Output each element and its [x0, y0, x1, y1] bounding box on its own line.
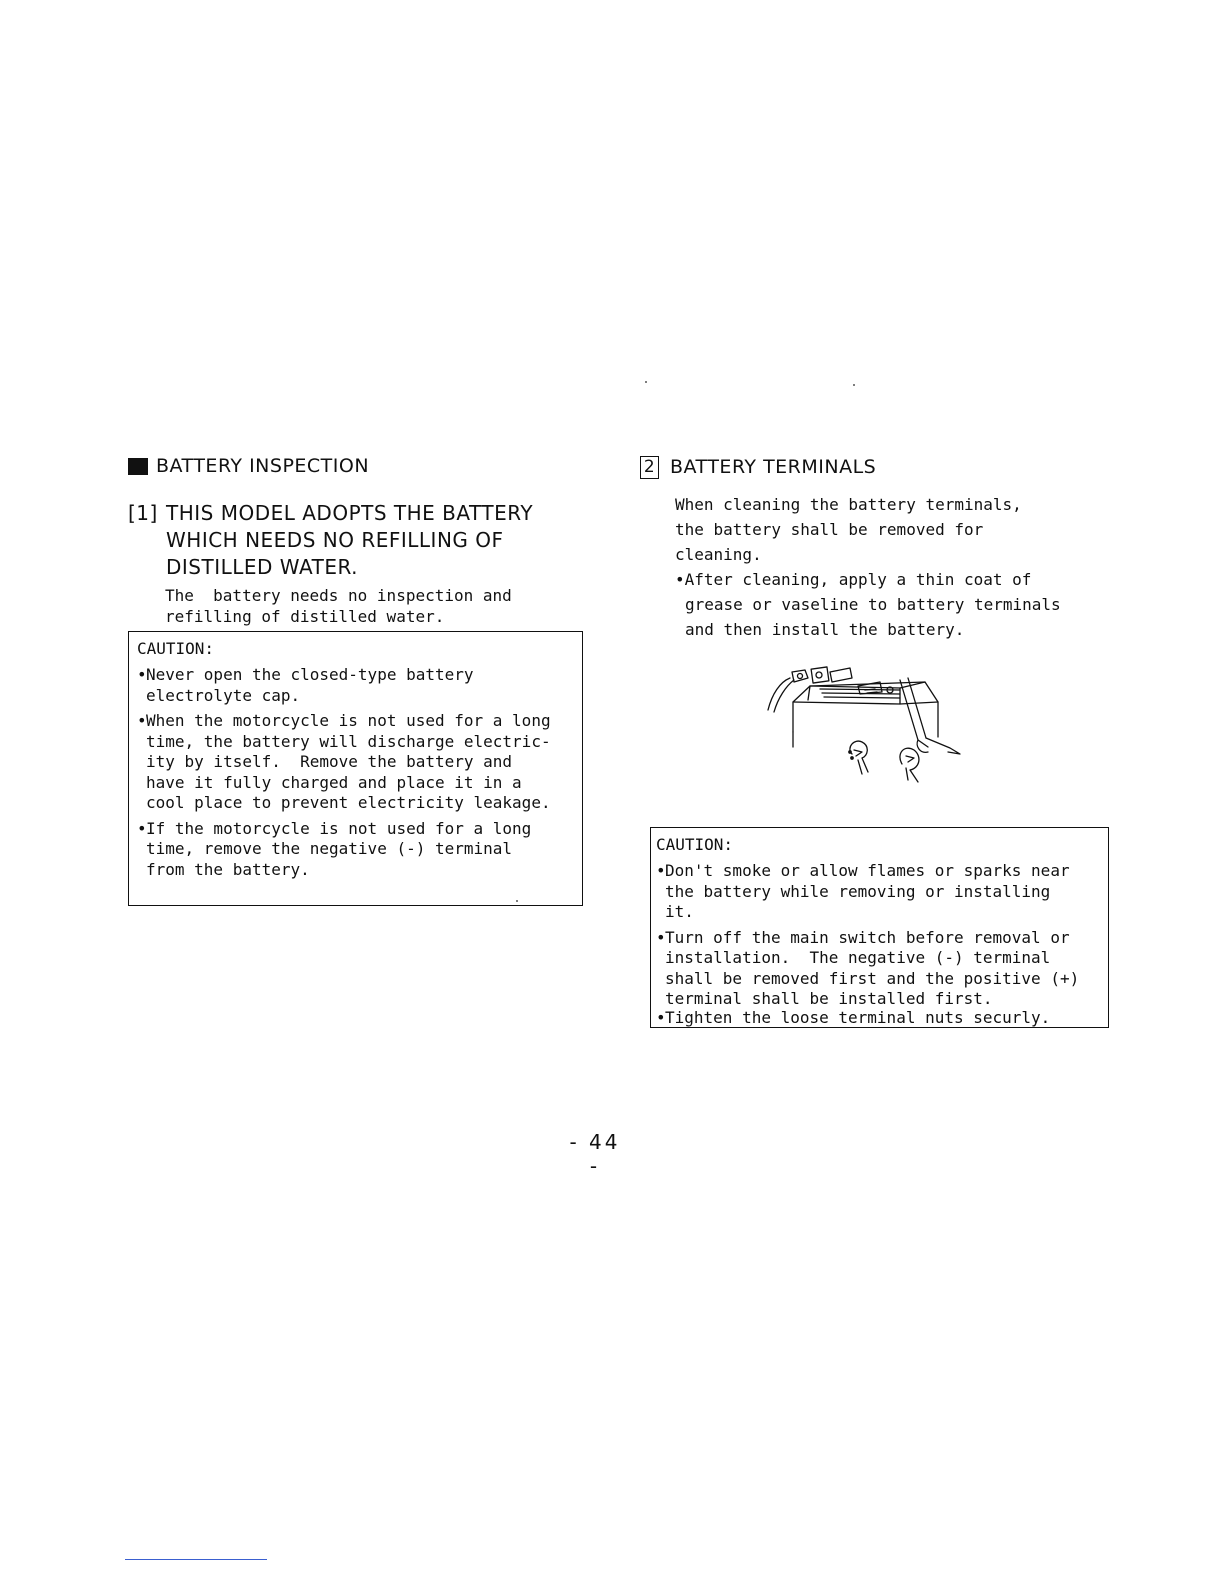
caution-line: it. [665, 902, 694, 921]
description-line: refilling of distilled water. [165, 607, 445, 626]
instruction-line: and then install the battery. [685, 620, 965, 639]
scan-speck [645, 381, 647, 383]
caution-line: shall be removed first and the positive (+) [665, 968, 1080, 988]
terminals-instructions [675, 492, 1120, 642]
caution-line: Never open the closed-type battery [146, 665, 474, 684]
caution-item [656, 928, 1102, 1010]
caution-line: installation. The negative (-) terminal [665, 948, 1051, 967]
caution-title: CAUTION: [656, 835, 734, 854]
caution-line: ity by itself. Remove the battery and [146, 752, 513, 771]
caution-line: Turn off the main switch before removal or [665, 927, 1070, 947]
bullet-icon: • [137, 665, 147, 684]
page-number: - 44 - [569, 1130, 621, 1178]
scan-speck [853, 384, 855, 386]
caution-line: If the motorcycle is not used for a long [146, 818, 532, 838]
item-1-heading [128, 500, 588, 581]
bullet-icon: • [137, 818, 147, 838]
item-1-description [165, 585, 588, 627]
bullet-icon: • [656, 861, 666, 880]
filled-square-icon [128, 458, 148, 475]
caution-line: electrolyte cap. [146, 685, 301, 705]
instruction-line: grease or vaseline to battery terminals [685, 595, 1061, 614]
caution-item [656, 861, 1102, 923]
caution-line: Don't smoke or allow flames or sparks near [665, 861, 1070, 880]
bottom-rule [125, 1559, 267, 1560]
section-title-battery-terminals [640, 452, 1120, 482]
caution-line: the battery while removing or installing [665, 881, 1051, 901]
instruction-line: •After cleaning, apply a thin coat of [675, 570, 1032, 589]
section-title-text: BATTERY TERMINALS [670, 456, 877, 478]
item-1-heading-line: DISTILLED WATER. [166, 555, 358, 579]
caution-item [656, 1008, 1102, 1029]
instruction-line: the battery shall be removed for [675, 520, 984, 539]
section-title-text: BATTERY INSPECTION [156, 455, 370, 477]
caution-item [137, 665, 574, 706]
caution-item [137, 819, 574, 881]
caution-box-right [650, 827, 1109, 1028]
caution-title: CAUTION: [137, 639, 215, 658]
caution-line: cool place to prevent electricity leakage. [146, 793, 551, 812]
caution-box-left [128, 631, 583, 906]
section-title-battery-inspection [128, 452, 588, 480]
caution-list [656, 861, 1102, 1028]
item-1-heading-line: WHICH NEEDS NO REFILLING OF [166, 528, 504, 552]
bullet-icon: • [656, 927, 666, 947]
caution-line: time, the battery will discharge electric- [146, 731, 551, 751]
bullet-icon: • [137, 711, 147, 730]
caution-line: terminal shall be installed first. [665, 989, 993, 1008]
item-1-number: [1] [128, 501, 158, 525]
section-number-box: 2 [640, 456, 659, 479]
scan-speck [516, 900, 518, 902]
instruction-line: When cleaning the battery terminals, [675, 495, 1022, 514]
caution-line: time, remove the negative (-) terminal [146, 839, 513, 858]
battery-terminals-section [640, 452, 1120, 1027]
caution-line: have it fully charged and place it in a [146, 772, 522, 792]
caution-item [137, 711, 574, 814]
bullet-icon: • [656, 1007, 666, 1027]
caution-line: When the motorcycle is not used for a long [146, 711, 551, 730]
instruction-line: cleaning. [675, 545, 762, 564]
caution-line: Tighten the loose terminal nuts securly. [665, 1007, 1051, 1027]
caution-line: from the battery. [146, 859, 310, 879]
description-line: The battery needs no inspection and [165, 586, 512, 605]
item-1-heading-line: THIS MODEL ADOPTS THE BATTERY [166, 501, 534, 525]
caution-list [137, 665, 574, 880]
battery-inspection-section [128, 452, 588, 906]
battery-terminal-illustration [750, 642, 970, 787]
